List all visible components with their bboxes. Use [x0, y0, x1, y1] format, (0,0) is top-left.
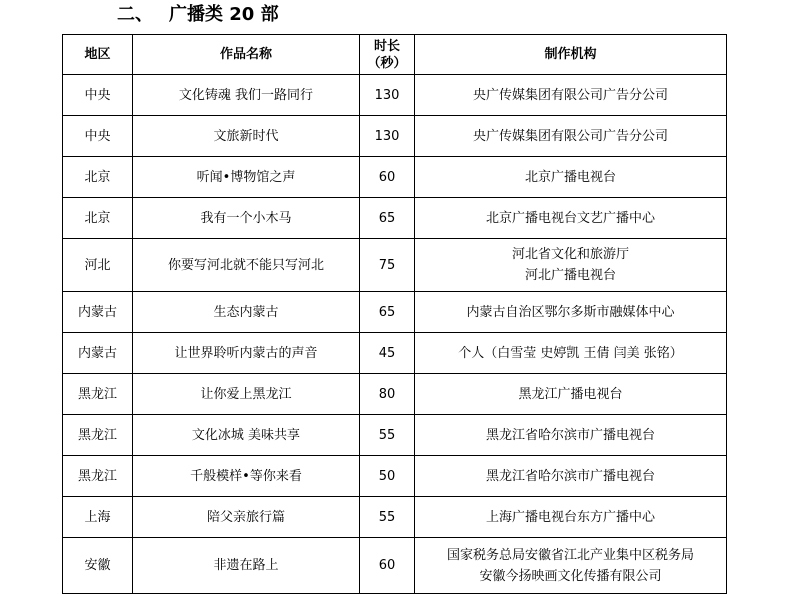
header-region: 地区: [63, 35, 133, 75]
cell-region: 安徽: [63, 538, 133, 594]
cell-duration: 50: [360, 456, 415, 497]
producer-line: 黑龙江省哈尔滨市广播电视台: [485, 427, 655, 443]
cell-title: 文旅新时代: [133, 116, 360, 157]
producer-line: 黑龙江省哈尔滨市广播电视台: [485, 468, 655, 484]
table-row: [63, 157, 727, 198]
table-row: [63, 456, 727, 497]
table-row: [63, 538, 727, 594]
table-row: [63, 497, 727, 538]
cell-title: 听闻•博物馆之声: [133, 157, 360, 198]
cell-region: 中央: [63, 116, 133, 157]
cell-duration: 80: [360, 374, 415, 415]
producer-line: 个人（白雪莹 史婷凯 王倩 闫美 张铭）: [458, 345, 683, 361]
cell-producer: [415, 75, 727, 116]
cell-duration: 60: [360, 538, 415, 594]
cell-producer: [415, 456, 727, 497]
producer-line: 北京广播电视台: [524, 169, 616, 185]
cell-producer: [415, 116, 727, 157]
section-heading: [117, 2, 279, 28]
cell-title: 非遗在路上: [133, 538, 360, 594]
producer-line: 内蒙古自治区鄂尔多斯市融媒体中心: [466, 304, 675, 320]
cell-title: 让你爱上黑龙江: [133, 374, 360, 415]
cell-producer: [415, 333, 727, 374]
cell-title: 让世界聆听内蒙古的声音: [133, 333, 360, 374]
cell-duration: 130: [360, 116, 415, 157]
cell-region: 上海: [63, 497, 133, 538]
cell-producer: [415, 198, 727, 239]
producer-line: 河北省文化和旅游厅: [511, 247, 629, 262]
cell-title: 我有一个小木马: [133, 198, 360, 239]
producer-line: 北京广播电视台文艺广播中心: [485, 210, 655, 226]
cell-title: 陪父亲旅行篇: [133, 497, 360, 538]
table-row: [63, 116, 727, 157]
table-body: [63, 75, 727, 594]
cell-title: 文化冰城 美味共享: [133, 415, 360, 456]
section-title: 广播类 20 部: [169, 4, 279, 25]
cell-duration: 75: [360, 239, 415, 292]
cell-region: 中央: [63, 75, 133, 116]
cell-region: 河北: [63, 239, 133, 292]
cell-title: 你要写河北就不能只写河北: [133, 239, 360, 292]
header-producer: 制作机构: [415, 35, 727, 75]
producer-line: 国家税务总局安徽省江北产业集中区税务局: [446, 547, 694, 563]
producer-line: 上海广播电视台东方广播中心: [485, 509, 655, 525]
cell-duration: 55: [360, 497, 415, 538]
cell-duration: 60: [360, 157, 415, 198]
table-row: [63, 239, 727, 292]
cell-producer: [415, 239, 727, 292]
cell-producer: [415, 292, 727, 333]
works-table: [62, 34, 727, 594]
table-header-row: [63, 35, 727, 75]
cell-title: 千般模样•等你来看: [133, 456, 360, 497]
cell-producer: [415, 374, 727, 415]
table-row: [63, 292, 727, 333]
header-duration-line2: （秒）: [367, 55, 407, 71]
table-row: [63, 374, 727, 415]
cell-duration: 55: [360, 415, 415, 456]
cell-region: 北京: [63, 157, 133, 198]
cell-region: 内蒙古: [63, 292, 133, 333]
cell-duration: 65: [360, 198, 415, 239]
producer-line: 安徽今扬映画文化传播有限公司: [479, 568, 662, 584]
cell-producer: [415, 497, 727, 538]
section-number: 二、: [117, 4, 153, 25]
producer-line: 央广传媒集团有限公司广告分公司: [472, 87, 668, 103]
cell-producer: [415, 415, 727, 456]
producer-line: 河北广播电视台: [524, 268, 616, 283]
cell-region: 黑龙江: [63, 415, 133, 456]
table-row: [63, 415, 727, 456]
table-row: [63, 198, 727, 239]
cell-title: 文化铸魂 我们一路同行: [133, 75, 360, 116]
cell-duration: 65: [360, 292, 415, 333]
header-duration-line1: 时长: [373, 38, 400, 54]
cell-title: 生态内蒙古: [133, 292, 360, 333]
cell-region: 内蒙古: [63, 333, 133, 374]
cell-duration: 130: [360, 75, 415, 116]
cell-producer: [415, 157, 727, 198]
table-row: [63, 333, 727, 374]
cell-duration: 45: [360, 333, 415, 374]
cell-region: 黑龙江: [63, 374, 133, 415]
header-duration: [360, 35, 415, 75]
producer-line: 黑龙江广播电视台: [518, 386, 623, 402]
header-title: 作品名称: [133, 35, 360, 75]
table-row: [63, 75, 727, 116]
producer-line: 央广传媒集团有限公司广告分公司: [472, 128, 668, 144]
cell-producer: [415, 538, 727, 594]
cell-region: 黑龙江: [63, 456, 133, 497]
cell-region: 北京: [63, 198, 133, 239]
